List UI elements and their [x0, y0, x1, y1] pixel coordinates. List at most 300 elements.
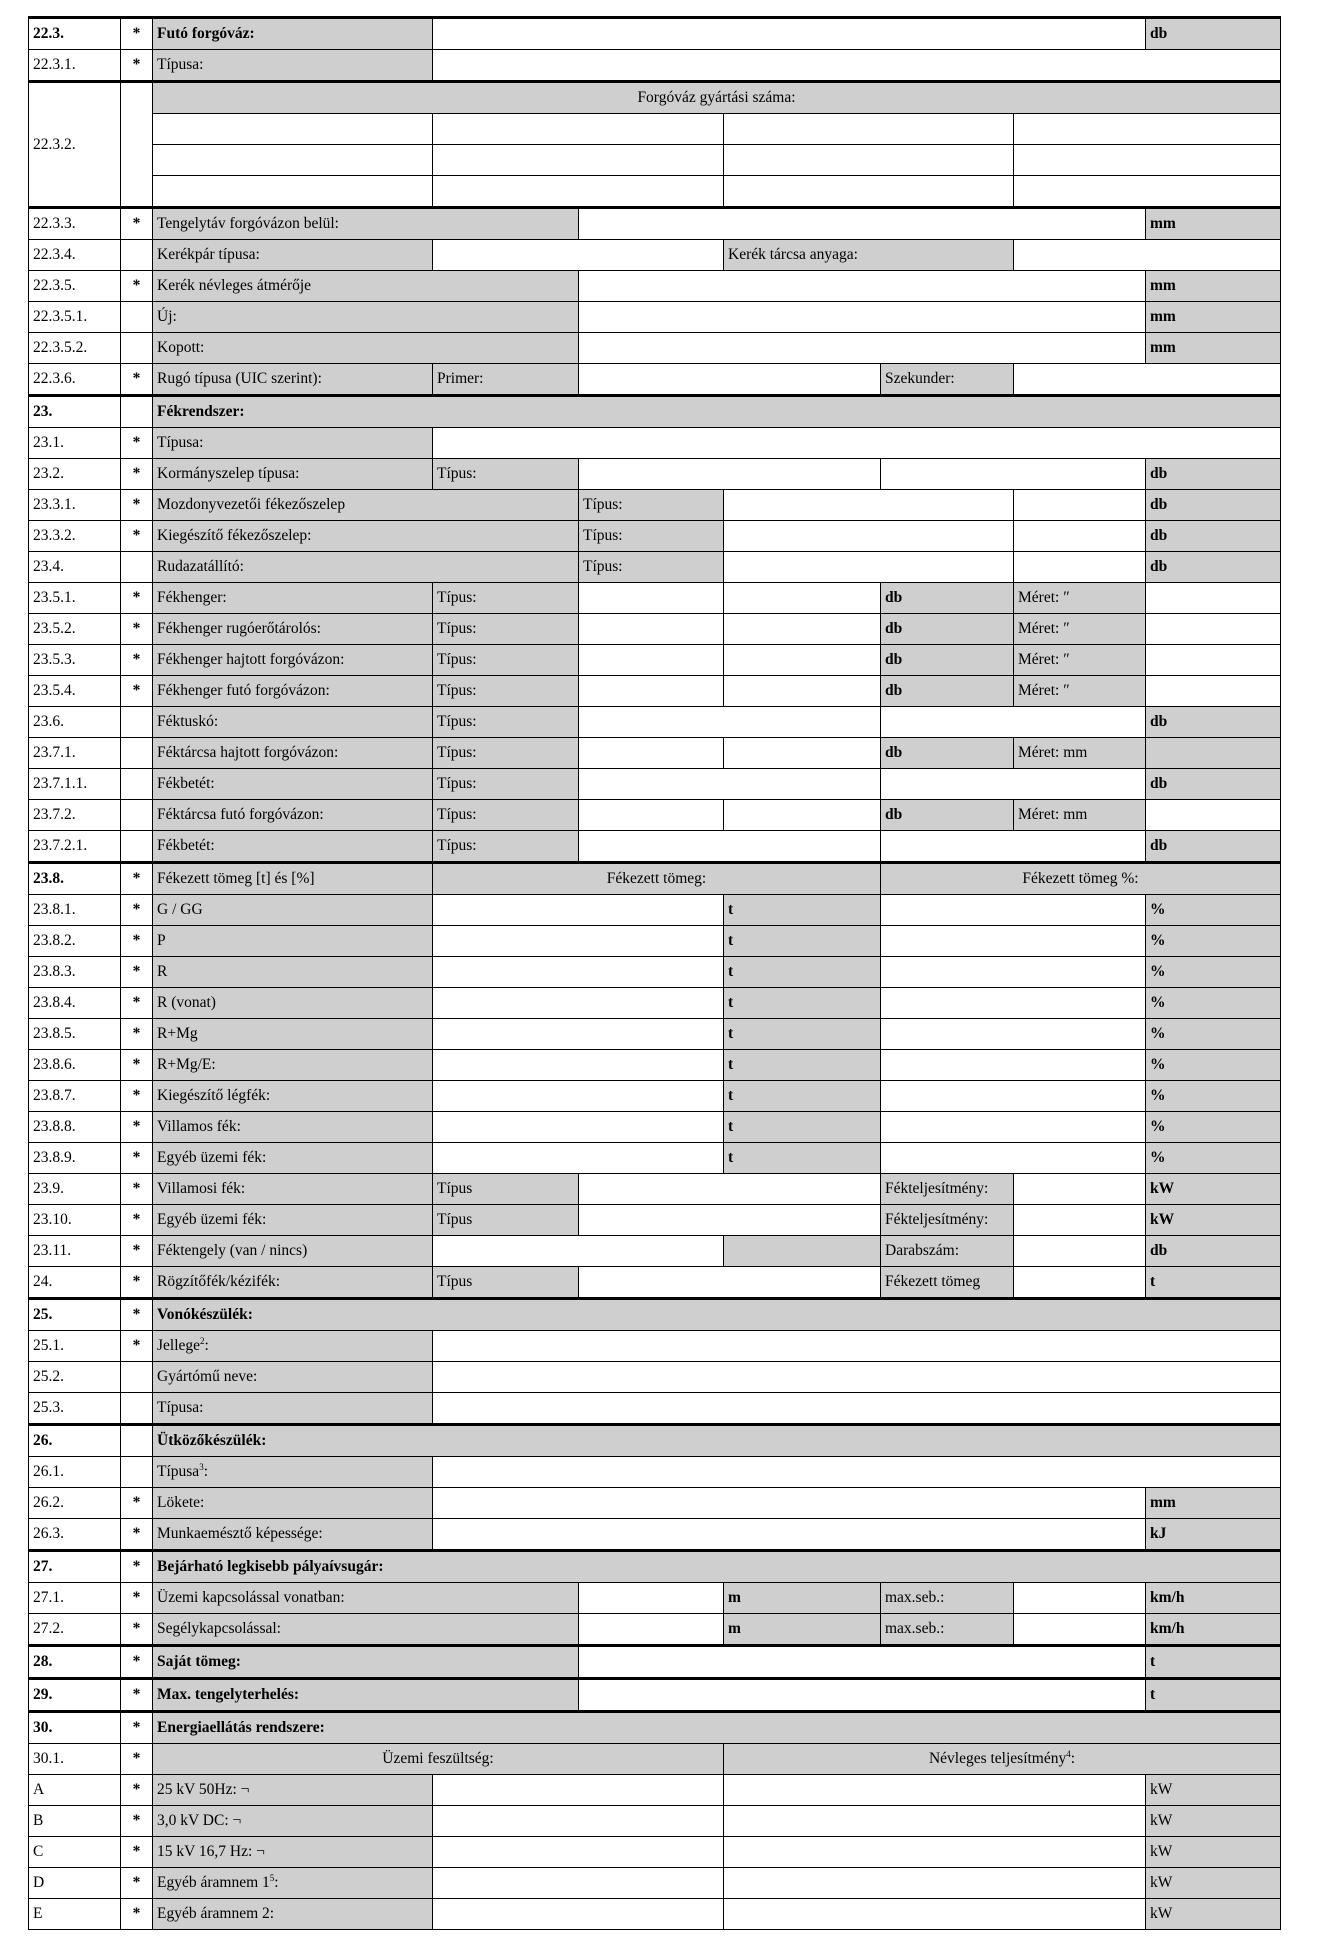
field-label — [579, 552, 724, 583]
item-number: 23.2. — [29, 459, 121, 490]
table-row — [29, 1019, 1281, 1050]
input-cell[interactable] — [1146, 645, 1281, 676]
field-label — [153, 271, 579, 302]
input-cell[interactable] — [1014, 1583, 1146, 1614]
input-cell[interactable] — [433, 1488, 1146, 1519]
table-row — [29, 1267, 1281, 1299]
mandatory-mark — [121, 1457, 153, 1488]
field-label — [1146, 333, 1281, 364]
input-cell[interactable] — [579, 208, 1146, 240]
item-number: 23.3.1. — [29, 490, 121, 521]
item-number: 23.8.7. — [29, 1081, 121, 1112]
item-number: 24. — [29, 1267, 121, 1299]
input-cell[interactable] — [579, 769, 881, 800]
field-label — [153, 1551, 1281, 1583]
field-label — [1146, 1081, 1281, 1112]
field-label — [1146, 1837, 1281, 1868]
field-label — [153, 1646, 579, 1679]
label-text: db — [1150, 775, 1168, 793]
label-text: R+Mg/E: — [157, 1056, 216, 1074]
input-cell[interactable] — [579, 583, 724, 614]
item-number: 23.4. — [29, 552, 121, 583]
field-label — [724, 957, 881, 988]
field-label — [433, 738, 579, 769]
label-text: db — [1150, 465, 1168, 483]
input-cell[interactable] — [579, 271, 1146, 302]
field-label — [881, 863, 1281, 895]
input-cell[interactable] — [433, 1362, 1281, 1393]
item-number: 25.3. — [29, 1393, 121, 1425]
label-text: % — [1150, 932, 1166, 950]
label-suffix: : — [1070, 1750, 1076, 1768]
label-text: db — [885, 589, 903, 607]
field-label — [153, 490, 579, 521]
label-text: Munkaemésztő képessége: — [157, 1525, 323, 1543]
label-text: Féktárcsa hajtott forgóvázon: — [157, 744, 339, 762]
input-cell[interactable] — [1146, 800, 1281, 831]
table-row — [29, 863, 1281, 895]
field-label — [153, 1236, 433, 1267]
field-label — [153, 1519, 433, 1551]
input-cell[interactable] — [724, 1837, 1146, 1868]
field-label — [1146, 1143, 1281, 1174]
label-text: Típus: — [437, 744, 477, 762]
input-cell[interactable] — [881, 957, 1146, 988]
mandatory-mark: * — [121, 988, 153, 1019]
table-row — [29, 428, 1281, 459]
field-label — [881, 645, 1014, 676]
label-text: kW — [1150, 1843, 1173, 1861]
field-label — [724, 1744, 1281, 1775]
label-text: Fékhenger rugóerőtárolós: — [157, 620, 321, 638]
field-label — [153, 863, 433, 895]
field-label — [724, 895, 881, 926]
table-row — [29, 1679, 1281, 1712]
input-cell[interactable] — [153, 114, 433, 145]
input-cell[interactable] — [724, 1868, 1146, 1899]
input-cell[interactable] — [433, 1519, 1146, 1551]
table-row — [29, 271, 1281, 302]
label-text: Fékteljesítmény: — [885, 1180, 989, 1198]
label-text: Típus — [437, 1273, 473, 1291]
label-text: Szekunder: — [885, 370, 955, 388]
label-text: Féktárcsa futó forgóvázon: — [157, 806, 324, 824]
field-label — [153, 645, 433, 676]
label-text: Rugó típusa (UIC szerint): — [157, 370, 322, 388]
label-text: Típusa: — [157, 434, 204, 452]
mandatory-mark — [121, 333, 153, 364]
label-text: Méret: ″ — [1018, 620, 1070, 638]
mandatory-mark: * — [121, 614, 153, 645]
mandatory-mark — [121, 1362, 153, 1393]
label-text: Energiaellátás rendszere: — [157, 1719, 325, 1737]
label-text: km/h — [1150, 1620, 1185, 1638]
field-label — [153, 521, 579, 552]
label-text: db — [885, 682, 903, 700]
input-cell[interactable] — [724, 1806, 1146, 1837]
item-number: 25.1. — [29, 1331, 121, 1362]
input-cell[interactable] — [881, 769, 1146, 800]
item-number: 23. — [29, 396, 121, 428]
label-text: db — [1150, 527, 1168, 545]
input-cell[interactable] — [579, 1205, 881, 1236]
item-number: C — [29, 1837, 121, 1868]
mandatory-mark: * — [121, 863, 153, 895]
input-cell[interactable] — [433, 1331, 1281, 1362]
field-label — [153, 208, 579, 240]
label-text: Féktuskó: — [157, 713, 219, 731]
field-label — [153, 1299, 1281, 1331]
item-number: D — [29, 1868, 121, 1899]
mandatory-mark: * — [121, 50, 153, 82]
field-label — [153, 1899, 433, 1930]
input-cell[interactable] — [433, 895, 724, 926]
field-label — [153, 1712, 1281, 1744]
field-label — [1146, 1583, 1281, 1614]
input-cell[interactable] — [433, 1112, 724, 1143]
table-row — [29, 208, 1281, 240]
input-cell[interactable] — [724, 676, 881, 707]
table-row — [29, 240, 1281, 271]
input-cell[interactable] — [1014, 176, 1281, 208]
input-cell[interactable] — [881, 1019, 1146, 1050]
input-cell[interactable] — [1014, 1205, 1146, 1236]
input-cell[interactable] — [433, 1806, 724, 1837]
field-label — [1146, 552, 1281, 583]
input-cell[interactable] — [724, 490, 1014, 521]
input-cell[interactable] — [724, 1899, 1146, 1930]
item-number: 23.7.1.1. — [29, 769, 121, 800]
item-number: 22.3.2. — [29, 82, 121, 208]
table-row — [29, 1081, 1281, 1112]
field-label — [1146, 1899, 1281, 1930]
input-cell[interactable] — [433, 1143, 724, 1174]
input-cell[interactable] — [433, 1050, 724, 1081]
input-cell[interactable] — [579, 1679, 1146, 1712]
input-cell[interactable] — [1146, 614, 1281, 645]
input-cell[interactable] — [724, 145, 1014, 176]
input-cell[interactable] — [433, 957, 724, 988]
input-cell[interactable] — [579, 707, 881, 738]
field-label — [1146, 271, 1281, 302]
technical-data-table — [28, 16, 1281, 1930]
field-label — [1146, 1112, 1281, 1143]
mandatory-mark — [121, 800, 153, 831]
input-cell[interactable] — [1014, 490, 1146, 521]
label-text: Méret: ″ — [1018, 651, 1070, 669]
label-text: t — [728, 963, 734, 981]
input-cell[interactable] — [1146, 583, 1281, 614]
field-label — [153, 1143, 433, 1174]
input-cell[interactable] — [579, 364, 881, 396]
field-label — [153, 1744, 724, 1775]
input-cell[interactable] — [579, 614, 724, 645]
input-cell[interactable] — [724, 1775, 1146, 1806]
input-cell[interactable] — [433, 1775, 724, 1806]
input-cell[interactable] — [433, 1899, 724, 1930]
table-row — [29, 1050, 1281, 1081]
field-label — [1014, 583, 1146, 614]
field-label — [153, 769, 433, 800]
input-cell[interactable] — [881, 926, 1146, 957]
input-cell[interactable] — [579, 831, 881, 863]
label-text: Típusa: — [157, 56, 204, 74]
input-cell[interactable] — [1014, 1614, 1146, 1646]
input-cell[interactable] — [1014, 1174, 1146, 1205]
label-text: Típusa — [157, 1463, 200, 1481]
input-cell[interactable] — [881, 1081, 1146, 1112]
table-row — [29, 333, 1281, 364]
input-cell[interactable] — [433, 18, 1146, 50]
mandatory-mark: * — [121, 1806, 153, 1837]
input-cell[interactable] — [724, 114, 1014, 145]
label-text: t — [728, 1056, 734, 1074]
input-cell[interactable] — [724, 583, 881, 614]
item-number: 29. — [29, 1679, 121, 1712]
label-text: G / GG — [157, 901, 203, 919]
input-cell[interactable] — [881, 831, 1146, 863]
table-row — [29, 1362, 1281, 1393]
label-text: m — [728, 1620, 741, 1638]
field-label — [1146, 1488, 1281, 1519]
input-cell[interactable] — [433, 145, 724, 176]
item-number: 25. — [29, 1299, 121, 1331]
mandatory-mark: * — [121, 271, 153, 302]
input-cell[interactable] — [433, 1393, 1281, 1425]
input-cell[interactable] — [1014, 521, 1146, 552]
field-label — [579, 521, 724, 552]
mandatory-mark — [121, 396, 153, 428]
table-row — [29, 1519, 1281, 1551]
input-cell[interactable] — [579, 645, 724, 676]
input-cell[interactable] — [1014, 1267, 1146, 1299]
input-cell[interactable] — [579, 1174, 881, 1205]
footnote-ref: 5 — [269, 1873, 275, 1884]
input-cell[interactable] — [433, 1457, 1281, 1488]
input-cell[interactable] — [579, 1267, 881, 1299]
field-label — [153, 1775, 433, 1806]
label-text: Fékteljesítmény: — [885, 1211, 989, 1229]
label-text: Méret: ″ — [1018, 682, 1070, 700]
table-row — [29, 50, 1281, 82]
input-cell[interactable] — [724, 738, 881, 769]
field-label — [881, 1583, 1014, 1614]
input-cell[interactable] — [579, 459, 881, 490]
table-row — [29, 676, 1281, 707]
mandatory-mark: * — [121, 1646, 153, 1679]
input-cell[interactable] — [724, 176, 1014, 208]
mandatory-mark: * — [121, 957, 153, 988]
input-cell[interactable] — [881, 988, 1146, 1019]
mandatory-mark: * — [121, 1143, 153, 1174]
label-text: Ütközőkészülék: — [157, 1432, 267, 1450]
item-number: 23.5.4. — [29, 676, 121, 707]
table-row — [29, 82, 1281, 114]
input-cell[interactable] — [881, 1112, 1146, 1143]
field-label — [1014, 676, 1146, 707]
input-cell[interactable] — [433, 1868, 724, 1899]
field-label — [433, 645, 579, 676]
mandatory-mark: * — [121, 521, 153, 552]
mandatory-mark: * — [121, 1775, 153, 1806]
input-cell[interactable] — [579, 1583, 724, 1614]
mandatory-mark: * — [121, 1174, 153, 1205]
field-label — [1146, 208, 1281, 240]
item-number: 27. — [29, 1551, 121, 1583]
input-cell[interactable] — [579, 676, 724, 707]
table-row — [29, 614, 1281, 645]
label-text: 25 kV 50Hz: ¬ — [157, 1781, 250, 1799]
field-label — [153, 1331, 433, 1362]
table-row — [29, 490, 1281, 521]
mandatory-mark: * — [121, 676, 153, 707]
input-cell[interactable] — [153, 145, 433, 176]
field-label — [1146, 1775, 1281, 1806]
input-cell[interactable] — [1014, 552, 1146, 583]
label-text: Gyártómű neve: — [157, 1368, 258, 1386]
label-text: t — [728, 1087, 734, 1105]
input-cell[interactable] — [1146, 738, 1281, 769]
input-cell[interactable] — [881, 459, 1146, 490]
field-label — [724, 988, 881, 1019]
input-cell[interactable] — [579, 1614, 724, 1646]
input-cell[interactable] — [579, 333, 1146, 364]
label-text: t — [1150, 1273, 1156, 1291]
mandatory-mark: * — [121, 1299, 153, 1331]
field-label — [433, 364, 579, 396]
table-row — [29, 1868, 1281, 1899]
label-text: % — [1150, 1149, 1166, 1167]
label-text: % — [1150, 901, 1166, 919]
field-label — [881, 1205, 1014, 1236]
input-cell[interactable] — [1014, 364, 1281, 396]
label-text: kJ — [1150, 1525, 1167, 1543]
input-cell[interactable] — [433, 1236, 724, 1267]
table-row — [29, 176, 1281, 208]
label-text: % — [1150, 963, 1166, 981]
label-text: mm — [1150, 339, 1176, 357]
input-cell[interactable] — [881, 895, 1146, 926]
field-label — [153, 50, 433, 82]
label-text: Egyéb üzemi fék: — [157, 1149, 267, 1167]
input-cell[interactable] — [724, 645, 881, 676]
input-cell[interactable] — [433, 926, 724, 957]
field-label — [153, 988, 433, 1019]
table-row — [29, 926, 1281, 957]
input-cell[interactable] — [579, 738, 724, 769]
label-text: Új: — [157, 308, 177, 326]
input-cell[interactable] — [433, 1837, 724, 1868]
label-text: Típus: — [437, 837, 477, 855]
item-number: 23.8.6. — [29, 1050, 121, 1081]
input-cell[interactable] — [153, 176, 433, 208]
field-label — [153, 1393, 433, 1425]
table-row — [29, 800, 1281, 831]
input-cell[interactable] — [433, 988, 724, 1019]
input-cell[interactable] — [579, 302, 1146, 333]
field-label — [724, 1081, 881, 1112]
field-label — [433, 769, 579, 800]
label-text: Típus: — [437, 465, 477, 483]
field-label — [1146, 490, 1281, 521]
input-cell[interactable] — [881, 1143, 1146, 1174]
field-label — [724, 1050, 881, 1081]
input-cell[interactable] — [724, 552, 1014, 583]
label-text: Típus: — [437, 682, 477, 700]
mandatory-mark: * — [121, 1614, 153, 1646]
label-text: Típus: — [583, 496, 623, 514]
label-text: Kormányszelep típusa: — [157, 465, 300, 483]
input-cell[interactable] — [579, 800, 724, 831]
input-cell[interactable] — [433, 1019, 724, 1050]
input-cell[interactable] — [433, 50, 1281, 82]
field-label — [153, 957, 433, 988]
field-label — [153, 1679, 579, 1712]
field-label — [1146, 302, 1281, 333]
input-cell[interactable] — [433, 114, 724, 145]
label-text: Típus: — [437, 589, 477, 607]
input-cell[interactable] — [433, 240, 724, 271]
field-label — [153, 926, 433, 957]
label-text: Egyéb áramnem 1 — [157, 1874, 270, 1892]
footnote-ref: 4 — [1066, 1749, 1071, 1760]
input-cell[interactable] — [724, 800, 881, 831]
label-text: Típus: — [437, 620, 477, 638]
label-text: Bejárható legkisebb pályaívsugár: — [157, 1558, 384, 1576]
field-label — [153, 333, 579, 364]
mandatory-mark: * — [121, 583, 153, 614]
input-cell[interactable] — [1014, 1236, 1146, 1267]
label-text: kW — [1150, 1874, 1173, 1892]
label-text: Fékezett tömeg — [885, 1273, 981, 1291]
input-cell[interactable] — [1014, 114, 1281, 145]
input-cell[interactable] — [724, 1236, 881, 1267]
input-cell[interactable] — [1014, 145, 1281, 176]
label-text: mm — [1150, 1494, 1176, 1512]
input-cell[interactable] — [881, 707, 1146, 738]
input-cell[interactable] — [1014, 240, 1281, 271]
table-row — [29, 1899, 1281, 1930]
mandatory-mark: * — [121, 1205, 153, 1236]
field-label — [433, 614, 579, 645]
field-label — [1146, 1614, 1281, 1646]
input-cell[interactable] — [1146, 676, 1281, 707]
item-number: 26. — [29, 1425, 121, 1457]
field-label — [153, 1081, 433, 1112]
vehicle-data-form — [28, 16, 1281, 1930]
table-row — [29, 769, 1281, 800]
label-text: t — [1150, 1653, 1156, 1671]
footnote-ref: 3 — [199, 1462, 204, 1473]
input-cell[interactable] — [881, 1050, 1146, 1081]
table-row — [29, 1236, 1281, 1267]
input-cell[interactable] — [579, 1646, 1146, 1679]
table-row — [29, 895, 1281, 926]
input-cell[interactable] — [724, 521, 1014, 552]
mandatory-mark: * — [121, 1112, 153, 1143]
field-label — [1146, 1519, 1281, 1551]
input-cell[interactable] — [433, 428, 1281, 459]
label-text: Fékhenger hajtott forgóvázon: — [157, 651, 345, 669]
table-row — [29, 302, 1281, 333]
input-cell[interactable] — [724, 614, 881, 645]
input-cell[interactable] — [433, 1081, 724, 1112]
input-cell[interactable] — [433, 176, 724, 208]
label-text: mm — [1150, 215, 1176, 233]
label-text: Max. tengelyterhelés: — [157, 1686, 300, 1704]
table-row — [29, 738, 1281, 769]
field-label — [1146, 895, 1281, 926]
